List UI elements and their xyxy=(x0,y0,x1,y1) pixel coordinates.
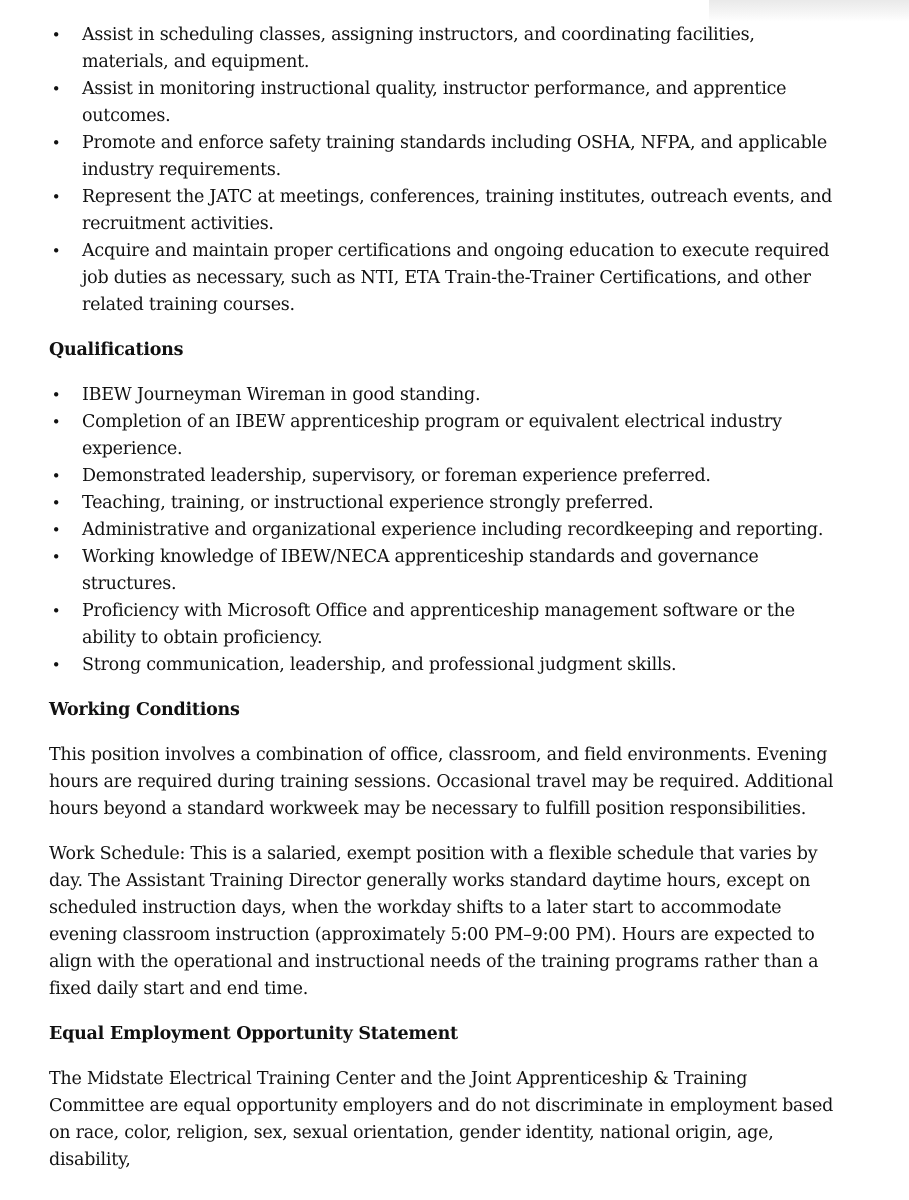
bullet-icon: • xyxy=(51,494,61,512)
list-item xyxy=(49,598,839,652)
bullet-icon: • xyxy=(51,656,61,674)
bullet-icon: • xyxy=(51,242,61,260)
bullet-icon: • xyxy=(51,26,61,44)
list-item xyxy=(49,184,839,238)
eeo-paragraph: The Midstate Electrical Training Center and the Joint Apprenticeship & Training Committee are equal opportunity employers and do not discriminate in employment based on race, color, religion, sex, sexual orientation, gender identity, national origin, age, disability, xyxy=(49,1069,834,1170)
duties-list xyxy=(49,22,839,319)
list-item-text: Promote and enforce safety training standards including OSHA, NFPA, and applicable industry requirements. xyxy=(82,133,827,180)
bullet-icon: • xyxy=(51,602,61,620)
list-item-text: Acquire and maintain proper certifications and ongoing education to execute required job duties as necessary, such as NTI, ETA Train-the-Trainer Certifications, and other related training courses. xyxy=(82,241,830,315)
document-body xyxy=(49,22,839,1174)
list-item xyxy=(49,463,839,490)
list-item xyxy=(49,382,839,409)
list-item-text: IBEW Journeyman Wireman in good standing. xyxy=(82,385,481,405)
list-item xyxy=(49,130,839,184)
list-item xyxy=(49,409,839,463)
bullet-icon: • xyxy=(51,521,61,539)
bullet-icon: • xyxy=(51,188,61,206)
bullet-icon: • xyxy=(51,467,61,485)
work-schedule-paragraph: Work Schedule: This is a salaried, exempt position with a flexible schedule that varies by day. The Assistant Training Director generally works standard daytime hours, except on scheduled instruction days, when the workday shifts to a later start to accommodate evening classroom instruction (approximately 5:00 PM–9:00 PM). Hours are expected to align with the operational and instructional needs of the training programs rather than a fixed daily start and end time. xyxy=(49,844,819,999)
list-item-text: Strong communication, leadership, and professional judgment skills. xyxy=(82,655,677,675)
list-item-text: Administrative and organizational experience including recordkeeping and reporting. xyxy=(82,520,824,540)
bullet-icon: • xyxy=(51,413,61,431)
working-conditions-heading: Working Conditions xyxy=(49,700,240,720)
bullet-icon: • xyxy=(51,386,61,404)
list-item xyxy=(49,22,839,76)
list-item-text: Working knowledge of IBEW/NECA apprenticeship standards and governance structures. xyxy=(82,547,759,594)
qualifications-heading: Qualifications xyxy=(49,340,184,360)
qualifications-list xyxy=(49,382,839,679)
bullet-icon: • xyxy=(51,80,61,98)
list-item-text: Proficiency with Microsoft Office and apprenticeship management software or the ability to obtain proficiency. xyxy=(82,601,795,648)
list-item xyxy=(49,76,839,130)
eeo-heading: Equal Employment Opportunity Statement xyxy=(49,1024,458,1044)
bullet-icon: • xyxy=(51,134,61,152)
bullet-icon: • xyxy=(51,548,61,566)
list-item-text: Assist in scheduling classes, assigning instructors, and coordinating facilities, materials, and equipment. xyxy=(82,25,755,72)
list-item-text: Teaching, training, or instructional experience strongly preferred. xyxy=(82,493,654,513)
list-item xyxy=(49,517,839,544)
list-item xyxy=(49,238,839,319)
list-item-text: Completion of an IBEW apprenticeship program or equivalent electrical industry experience. xyxy=(82,412,782,459)
list-item-text: Assist in monitoring instructional quality, instructor performance, and apprentice outcomes. xyxy=(82,79,787,126)
window-edge-shadow xyxy=(709,0,909,22)
list-item xyxy=(49,652,839,679)
list-item xyxy=(49,490,839,517)
working-conditions-paragraph: This position involves a combination of office, classroom, and field environments. Evening hours are required during training sessions. Occasional travel may be required. Additional hours beyond a standard workweek may be necessary to fulfill position responsibilities. xyxy=(49,745,834,819)
list-item xyxy=(49,544,839,598)
list-item-text: Demonstrated leadership, supervisory, or foreman experience preferred. xyxy=(82,466,711,486)
list-item-text: Represent the JATC at meetings, conferences, training institutes, outreach events, and recruitment activities. xyxy=(82,187,833,234)
